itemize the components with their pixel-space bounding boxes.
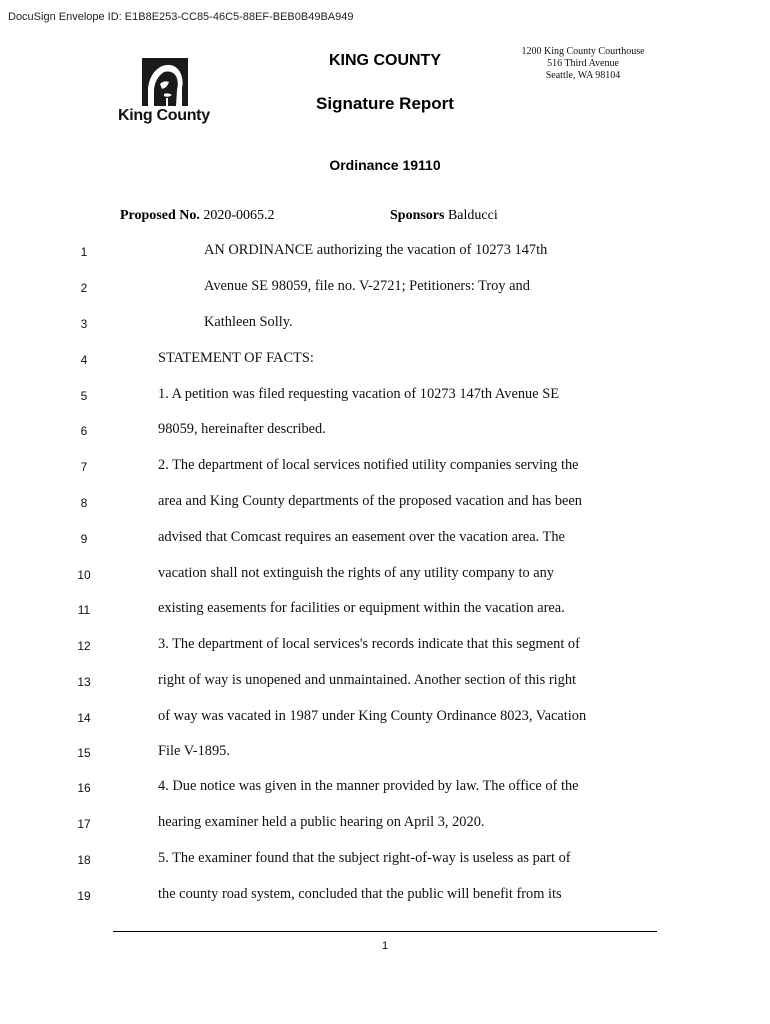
line-number: 8 xyxy=(80,496,88,510)
line-number: 15 xyxy=(77,746,91,760)
king-county-logo-icon xyxy=(142,58,188,106)
line-text: STATEMENT OF FACTS: xyxy=(158,350,314,366)
address-line: Seattle, WA 98104 xyxy=(545,70,621,81)
line-text: existing easements for facilities or equipment within the vacation area. xyxy=(158,600,565,616)
address-line: 1200 King County Courthouse xyxy=(521,46,645,57)
line-number: 19 xyxy=(77,889,91,903)
king-county-logo xyxy=(118,58,218,128)
report-title: Signature Report xyxy=(316,94,454,113)
line-text: File V-1895. xyxy=(158,743,230,759)
line-text: 3. The department of local services's records indicate that this segment of xyxy=(158,636,580,652)
line-number: 4 xyxy=(80,353,88,367)
line-text: vacation shall not extinguish the rights of any utility company to any xyxy=(158,565,555,581)
sponsors-label: Sponsors xyxy=(390,208,445,223)
line-number: 5 xyxy=(80,389,88,403)
line-number: 13 xyxy=(77,675,91,689)
envelope-id: DocuSign Envelope ID: E1B8E253-CC85-46C5-88EF-BEB0B49BA949 xyxy=(8,11,354,23)
proposed-number xyxy=(120,208,275,224)
line-number: 18 xyxy=(77,853,91,867)
logo-wordmark: King County xyxy=(118,107,210,124)
line-number: 14 xyxy=(77,711,91,725)
line-text: 1. A petition was filed requesting vacation of 10273 147th Avenue SE xyxy=(158,386,560,402)
line-number: 12 xyxy=(77,639,91,653)
line-text: right of way is unopened and unmaintained. Another section of this right xyxy=(158,672,577,688)
address-line: 516 Third Avenue xyxy=(547,58,619,69)
line-number: 10 xyxy=(77,568,91,582)
line-text: 4. Due notice was given in the manner provided by law. The office of the xyxy=(158,778,579,794)
ordinance-title: Ordinance 19110 xyxy=(329,157,441,173)
line-text: Kathleen Solly. xyxy=(204,314,293,330)
line-number: 2 xyxy=(80,281,88,295)
org-name: KING COUNTY xyxy=(329,52,441,69)
line-text: 98059, hereinafter described. xyxy=(158,421,326,437)
line-number: 16 xyxy=(77,781,91,795)
page-number: 1 xyxy=(381,940,389,952)
sponsors-value: Balducci xyxy=(447,208,498,223)
line-number: 9 xyxy=(80,532,88,546)
line-text: the county road system, concluded that the public will benefit from its xyxy=(158,886,562,902)
line-number: 1 xyxy=(80,245,88,259)
line-number: 17 xyxy=(77,817,91,831)
line-text: 5. The examiner found that the subject right-of-way is useless as part of xyxy=(158,850,571,866)
proposed-value: 2020-0065.2 xyxy=(203,208,275,223)
line-text: of way was vacated in 1987 under King County Ordinance 8023, Vacation xyxy=(158,708,587,724)
line-text: AN ORDINANCE authorizing the vacation of 10273 147th xyxy=(204,242,548,258)
footer-divider xyxy=(113,931,657,932)
line-text: 2. The department of local services notified utility companies serving the xyxy=(158,457,579,473)
line-text: advised that Comcast requires an easement over the vacation area. The xyxy=(158,529,565,545)
line-text: hearing examiner held a public hearing on April 3, 2020. xyxy=(158,814,485,830)
line-text: Avenue SE 98059, file no. V-2721; Petitioners: Troy and xyxy=(204,278,530,294)
line-number: 11 xyxy=(77,603,91,617)
line-number: 6 xyxy=(80,424,88,438)
line-number: 7 xyxy=(80,460,88,474)
sponsors xyxy=(390,208,498,224)
address-block xyxy=(508,46,658,82)
line-text: area and King County departments of the proposed vacation and has been xyxy=(158,493,582,509)
line-number: 3 xyxy=(80,317,88,331)
proposed-label: Proposed No. xyxy=(120,208,200,223)
